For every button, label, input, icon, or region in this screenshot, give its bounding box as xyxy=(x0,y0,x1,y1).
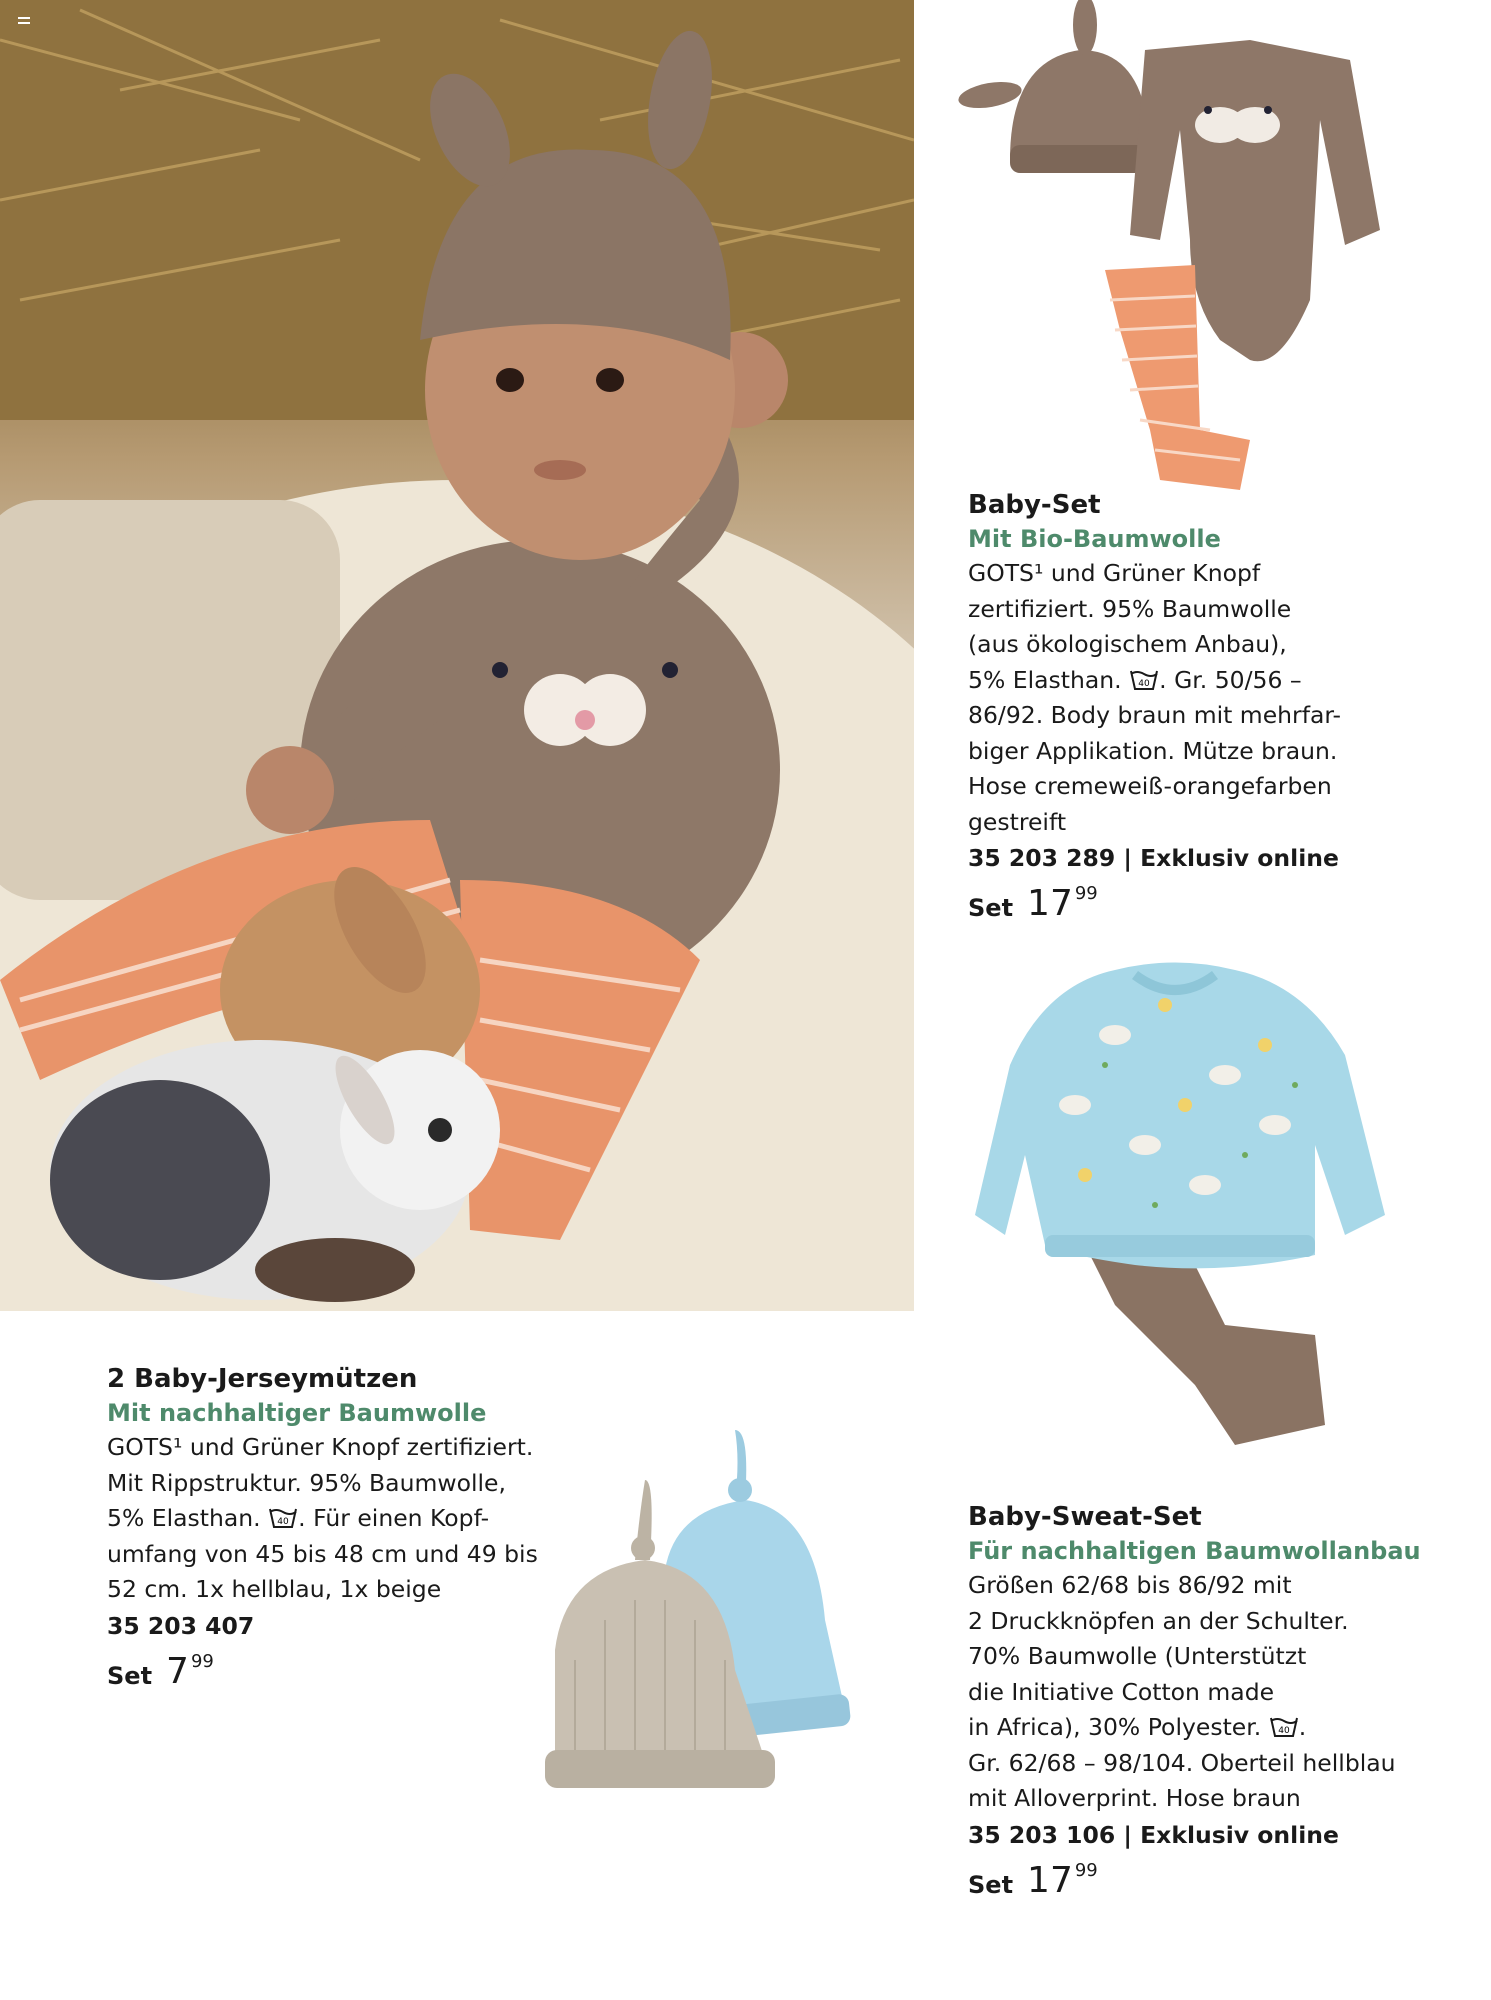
product-title: Baby-Sweat-Set xyxy=(968,1502,1202,1532)
wash-temp: 40 xyxy=(1277,1726,1290,1736)
description-line xyxy=(968,627,1448,663)
wash-40-icon xyxy=(1129,666,1159,688)
description-line: 70% Baumwolle (Unterstützt xyxy=(968,1642,1307,1670)
wash-40-icon xyxy=(268,1504,298,1526)
description-text: Hose cremeweiß-orangefarben xyxy=(968,772,1332,800)
product-sweat-set xyxy=(968,1500,1468,1905)
description-text: . xyxy=(1298,1713,1307,1741)
product-jersey-hats xyxy=(107,1362,567,1696)
product-subtitle: Mit Bio-Baumwolle xyxy=(968,525,1221,553)
wash-40-icon xyxy=(1269,1713,1299,1735)
price-prefix: Set xyxy=(968,894,1014,922)
description-text: (aus ökologischem Anbau), xyxy=(968,630,1287,658)
price-euros: 17 xyxy=(1027,1859,1073,1901)
product-price xyxy=(107,1650,567,1696)
description-text: biger Applikation. Mütze braun. xyxy=(968,736,1338,765)
price-cents: 99 xyxy=(1074,1859,1098,1881)
price-euros: 17 xyxy=(1027,883,1073,924)
product-baby-set xyxy=(968,488,1448,928)
description-line xyxy=(968,556,1448,592)
description-text: . Für einen Kopf- xyxy=(298,1504,490,1532)
price-cents: 99 xyxy=(1074,883,1098,904)
hero-illustration xyxy=(0,0,914,1311)
description-line: GOTS¹ und Grüner Knopf zertifiziert. xyxy=(107,1433,534,1461)
description-line: umfang von 45 bis 48 cm und 49 bis xyxy=(107,1539,538,1568)
product-description xyxy=(107,1430,567,1608)
product-image-jersey-hats[interactable] xyxy=(535,1420,865,1820)
wash-temp: 40 xyxy=(1138,678,1150,689)
product-image-baby-set[interactable] xyxy=(950,0,1390,490)
description-line xyxy=(968,805,1448,841)
product-title: 2 Baby-Jerseymützen xyxy=(107,1364,418,1394)
description-line: Mit Rippstruktur. 95% Baumwolle, xyxy=(107,1468,506,1497)
description-line xyxy=(107,1501,567,1537)
product-title: Baby-Set xyxy=(968,490,1101,520)
description-text: 86/92. Body braun mit mehrfar- xyxy=(968,701,1342,729)
product-price xyxy=(968,1859,1468,1905)
product-image-sweat-set[interactable] xyxy=(965,945,1425,1455)
description-line xyxy=(968,1710,1468,1746)
product-sku: 35 203 106 | Exklusiv online xyxy=(968,1820,1339,1849)
description-text: gestreift xyxy=(968,807,1067,836)
price-prefix: Set xyxy=(968,1870,1014,1899)
product-description xyxy=(968,1568,1468,1817)
description-line xyxy=(968,663,1448,699)
product-subtitle: Für nachhaltigen Baumwollanbau xyxy=(968,1537,1421,1565)
description-line xyxy=(968,592,1448,628)
product-sku: 35 203 407 xyxy=(107,1611,255,1640)
price-prefix: Set xyxy=(107,1661,153,1690)
description-line: Größen 62/68 bis 86/92 mit xyxy=(968,1571,1292,1599)
description-line: 52 cm. 1x hellblau, 1x beige xyxy=(107,1575,442,1603)
description-line: 2 Druckknöpfen an der Schulter. xyxy=(968,1606,1349,1635)
jersey-hats-illustration xyxy=(535,1420,865,1820)
price-euros: 7 xyxy=(166,1650,189,1692)
baby-set-illustration xyxy=(950,0,1390,490)
price-cents: 99 xyxy=(190,1650,214,1672)
description-text: 5% Elasthan. xyxy=(107,1504,261,1532)
description-text: . Gr. 50/56 – xyxy=(1159,665,1302,694)
description-line: mit Alloverprint. Hose braun xyxy=(968,1784,1301,1812)
product-sku: 35 203 289 | Exklusiv online xyxy=(968,844,1339,872)
product-subtitle: Mit nachhaltiger Baumwolle xyxy=(107,1399,487,1427)
description-line: die Initiative Cotton made xyxy=(968,1677,1275,1706)
description-text: in Africa), 30% Polyester. xyxy=(968,1713,1262,1741)
description-text: 5% Elasthan. xyxy=(968,665,1122,694)
description-line: Gr. 62/68 – 98/104. Oberteil hellblau xyxy=(968,1748,1396,1777)
wash-temp: 40 xyxy=(277,1517,289,1527)
sweat-set-illustration xyxy=(965,945,1425,1455)
description-line xyxy=(968,698,1448,734)
product-description xyxy=(968,556,1448,840)
description-line xyxy=(968,769,1448,805)
description-line xyxy=(968,734,1448,770)
product-price xyxy=(968,882,1448,928)
description-text: zertifiziert. 95% Baumwolle xyxy=(968,594,1292,623)
description-text: GOTS¹ und Grüner Knopf xyxy=(968,559,1261,587)
hero-photo xyxy=(0,0,914,1311)
